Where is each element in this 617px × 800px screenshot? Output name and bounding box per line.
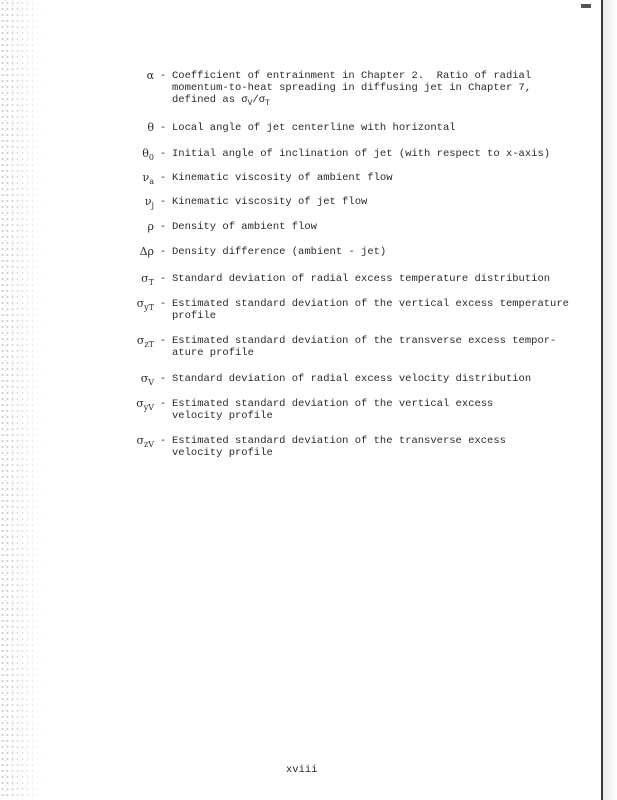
dash: - [159, 196, 167, 208]
definition-line-1: Initial angle of inclination of jet (with respect to x-axis) [172, 148, 551, 160]
dash: - [159, 398, 167, 410]
definition-line-2: ature profile [172, 347, 254, 359]
scan-corner-mark [581, 4, 591, 8]
scan-edge-right [603, 0, 617, 800]
dash: - [159, 298, 167, 310]
definition-line-1: Estimated standard deviation of the vertical excess temperature [172, 298, 569, 310]
definition-line-1: Estimated standard deviation of the transverse excess [172, 435, 506, 447]
dash: - [159, 373, 167, 385]
symbol: ρ [147, 220, 154, 233]
symbol: Δρ [139, 245, 154, 258]
definition-line-1: Density of ambient flow [172, 221, 317, 233]
definition-line-1: Estimated standard deviation of the vertical excess [172, 398, 494, 410]
page-number: xviii [286, 764, 318, 776]
definition-line-3: defined as $\sigma_V/\sigma_T$ [172, 94, 270, 108]
dash: - [159, 122, 167, 134]
definition-line-1: Kinematic viscosity of ambient flow [172, 172, 393, 184]
symbol: $\nu_a$ [142, 171, 154, 186]
symbol: $\sigma_T$ [141, 272, 154, 287]
dash: - [159, 435, 167, 447]
definition-line-2: momentum-to-heat spreading in diffusing jet in Chapter 7, [172, 82, 532, 94]
definition-line-1: Estimated standard deviation of the transverse excess tempor- [172, 335, 557, 347]
definition-line-2: profile [172, 310, 217, 322]
definition-line-2: velocity profile [172, 410, 273, 422]
definition-line-1: Standard deviation of radial excess velocity distribution [172, 373, 532, 385]
symbol: θ [147, 121, 154, 134]
symbol: $\sigma_{zT}$ [136, 334, 154, 349]
symbol: $\sigma_{yT}$ [136, 297, 154, 312]
definition-line-1: Local angle of jet centerline with horizontal [172, 122, 456, 134]
definition-line-1: Kinematic viscosity of jet flow [172, 196, 368, 208]
symbol: α [146, 69, 154, 82]
scan-edge-line [601, 0, 603, 800]
definition-line-2: velocity profile [172, 447, 273, 459]
dash: - [159, 221, 167, 233]
definition-line-1: Standard deviation of radial excess temperature distribution [172, 273, 551, 285]
symbol: $\theta_0$ [142, 147, 154, 162]
definition-line-1: Density difference (ambient - jet) [172, 246, 387, 258]
dash: - [159, 70, 167, 82]
dash: - [159, 335, 167, 347]
symbol: $\sigma_{zV}$ [136, 434, 154, 449]
definition-line-1: Coefficient of entrainment in Chapter 2. Ratio of radial [172, 70, 532, 82]
symbol: $\sigma_V$ [140, 372, 154, 387]
dash: - [159, 273, 167, 285]
dash: - [159, 148, 167, 160]
symbol: $\nu_j$ [144, 195, 154, 210]
dash: - [159, 246, 167, 258]
symbol: $\sigma_{yV}$ [136, 397, 154, 412]
scan-edge-noise [0, 0, 44, 800]
dash: - [159, 172, 167, 184]
